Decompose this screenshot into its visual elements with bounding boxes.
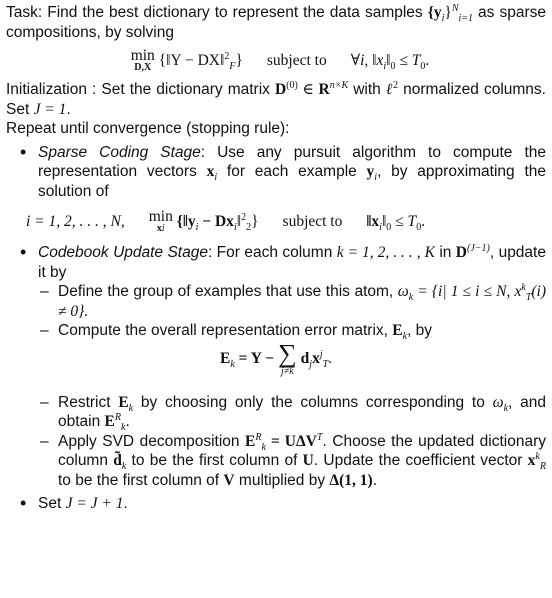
codebook-step-restrict: – Restrict $E_k$ by choosing only the columns corresponding to $\omega_k$, and obtain $E^R_k$.: [6, 393, 546, 432]
task-label: Task:: [6, 4, 43, 21]
init-paragraph: Initialization : Set the dictionary matrix $D^{(0)}$ ∈ $R^{n\times K}$ with ℓ$^2$ normalized columns. Set J = 1.: [6, 79, 546, 118]
task-equation: min D,X {‖Y − DX‖$^2_F$} subject to ∀i, $‖x_i‖_0 \le T_0$.: [130, 47, 430, 74]
codebook-update-item: • Codebook Update Stage: For each column k = 1, 2, . . . , K in $D^{(J-1)}$, update it by: [6, 243, 546, 282]
repeat-line: Repeat until convergence (stopping rule):: [6, 120, 290, 137]
final-step-item: • Set J = J + 1.: [6, 494, 546, 514]
task-paragraph: Task: Find the best dictionary to represent the data samples $\{y_i\}^N_{i=1}$ as sparse compositions, by solving: [6, 2, 546, 41]
codebook-step-error-matrix: – Compute the overall representation error matrix, $E_k$, by: [6, 321, 546, 341]
codebook-update-title: Codebook Update Stage: [38, 244, 208, 261]
codebook-step-define-group: – Define the group of examples that use this atom, $\omega_k = \{i|$ 1 ≤ i ≤ N, $x^k_T(i) \ne 0$}.: [6, 282, 546, 321]
sparse-coding-item: • Sparse Coding Stage: Use any pursuit algorithm to compute the representation vectors $x_i$ for each example $y_i$, by approximating the solution of: [6, 143, 546, 202]
error-matrix-equation: $E_k = Y$ − ∑ j≠k $d_jx^j_T$.: [219, 338, 333, 377]
sparse-equation: i = 1, 2, . . . , N, min xi {$‖y_i$ − $Dx_i‖^2_2$} subject to $‖x_i‖_0 \le T_0$.: [26, 208, 426, 235]
sparse-coding-title: Sparse Coding Stage: [38, 143, 201, 161]
codebook-step-svd: – Apply SVD decomposition $E^R_k = U\Delta V^T$. Choose the updated dictionary column $d̃_k$ to be the first column of U. Update the coefficient vector $x^k_R$ to be the first column of V multiplied by Δ(1, 1).: [6, 432, 546, 491]
